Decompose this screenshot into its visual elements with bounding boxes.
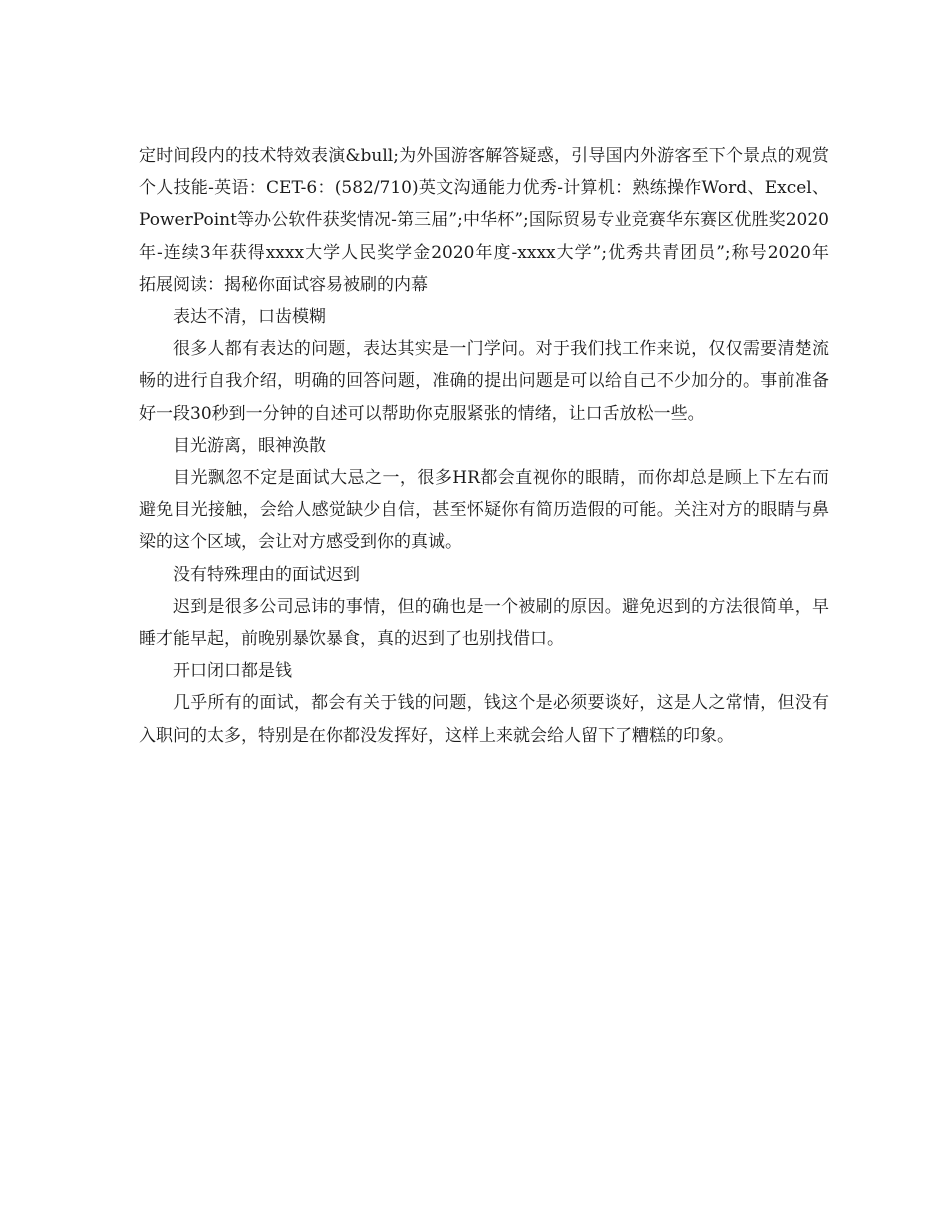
- section-body-being-late: 迟到是很多公司忌讳的事情，但的确也是一个被刷的原因。避免迟到的方法很简单，早睡才能早起，前晚别暴饮暴食，真的迟到了也别找借口。: [139, 596, 829, 650]
- document-page: [139, 140, 863, 752]
- section-body-eye-contact: 目光飘忽不定是面试大忌之一，很多HR都会直视你的眼睛，而你却总是顾上下左右而避免目光接触，会给人感觉缺少自信，甚至怀疑你有简历造假的可能。关注对方的眼睛与鼻梁的这个区域，会让对方感受到你的真诚。: [139, 468, 829, 553]
- section-heading-money-talk: 开口闭口都是钱: [173, 661, 292, 682]
- section-body-unclear-speech: 很多人都有表达的问题，表达其实是一门学问。对于我们找工作来说，仅仅需要清楚流畅的进行自我介绍，明确的回答问题，准确的提出问题是可以给自己不少加分的。事前准备好一段30秒到一分钟的自述可以帮助你克服紧张的情绪，让口舌放松一些。: [139, 339, 829, 424]
- section-heading-eye-contact: 目光游离，眼神涣散: [173, 435, 326, 456]
- section-heading-unclear-speech: 表达不清，口齿模糊: [173, 307, 326, 328]
- intro-paragraph: 定时间段内的技术特效表演&bull;为外国游客解答疑惑，引导国内外游客至下个景点的观赏个人技能-英语：CET-6：(582/710)英文沟通能力优秀-计算机：熟练操作Word、Excel、PowerPoint等办公软件获奖情况-第三届”;中华杯”;国际贸易专业竞赛华东赛区优胜奖2020年-连续3年获得xxxx大学人民奖学金2020年度-xxxx大学”;优秀共青团员”;称号2020年 拓展阅读：揭秘你面试容易被刷的内幕: [139, 146, 863, 295]
- section-body-money-talk: 几乎所有的面试，都会有关于钱的问题，钱这个是必须要谈好，这是人之常情，但没有入职问的太多，特别是在你都没发挥好，这样上来就会给人留下了糟糕的印象。: [139, 693, 829, 746]
- section-heading-being-late: 没有特殊理由的面试迟到: [173, 564, 360, 585]
